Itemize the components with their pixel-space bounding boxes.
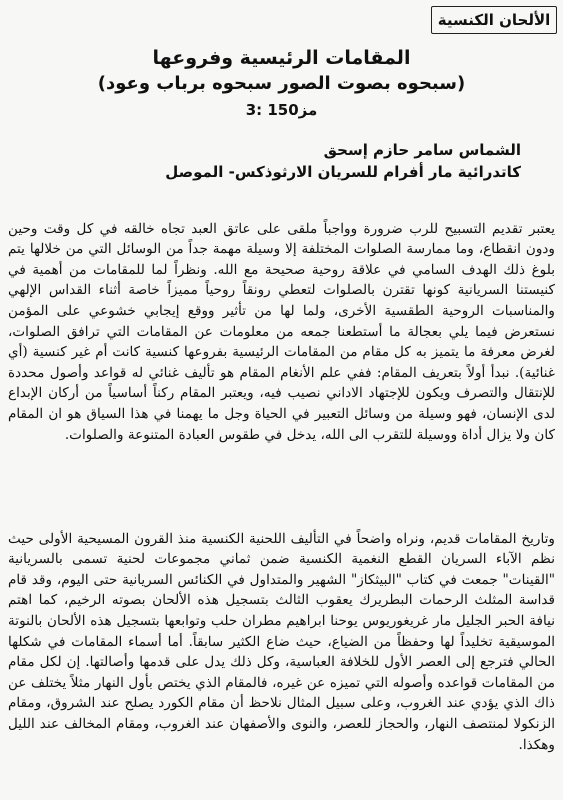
article-title: المقامات الرئيسية وفروعها bbox=[152, 47, 411, 69]
section-badge: الألحان الكنسية bbox=[431, 6, 557, 34]
scripture-reference: مز150 :3 bbox=[245, 101, 318, 119]
author-name: الشماس سامر حازم إسحق bbox=[323, 141, 521, 159]
author-affiliation: كاتدرائية مار أفرام للسريان الارثوذكس- الموصل bbox=[165, 163, 521, 181]
paragraph-1: يعتبر تقديم التسبيح للرب ضرورة وواجباً ملقى على عاتق العبد تجاه خالقه في كل وقت وحين ودون انقطاع، وما ممارسة الصلوات المختلفة إلا وسيلة مهمة جداً من الوسائل التي من خلالها يتم بلوغ ذلك الهدف السامي في علاقة روحية صحيحة مع الله. ونظراً لما للمقامات من أهمية في كنيستنا السريانية كونها تقترن بالصلوات لتعطي رونقاً روحياً مميزاً خاصة أثناء القداس الإلهي والمناسبات الروحية الطقسية الأخرى، ولما لها من تأثير ووقع إيجابي خشوعي على المؤمن نستعرض فيما يلي بعجالة ما أستطعنا جمعه من معلومات عن المقامات التي ترافق الصلوات، لغرض معرفة ما يتميز به كل مقام من المقامات الرئيسية بفروعها كنسية كانت أم غير كنسية (أي غنائية). نبدأ أولاً بتعريف المقام: ففي علم الأنغام المقام هو تأليف غنائي له قواعد وأصول محددة للإنتقال والتصرف ويكون للإجتهاد الاداني نصيب فيه، ويعتبر المقام ركناً أساسياً من أركان الإبداع لدى الإنسان، فهو وسيلة من وسائل التعبير في الحياة وجل ما يهمنا في هذا السياق هو ان المقام كان ولا يزال أداة ووسيلة للتقرب الى الله، يدخل في طقوس العبادة المتنوعة والصلوات. bbox=[8, 220, 555, 443]
article-subtitle: (سبحوه بصوت الصور سبحوه برباب وعود) bbox=[97, 73, 466, 94]
paragraph-2: وتاريخ المقامات قديم، ونراه واضحاً في التأليف اللحنية الكنسية منذ القرون المسيحية الأولى حيث نظم الآباء السريان القطع النغمية الكنسية ضمن ثماني مجموعات لحنية تسمى بالسريانية "القينات" جمعت في كتاب "البيثكاز" الشهير والمتداول في الكنائس السريانية حتى اليوم، وقد قام قداسة المثلث الرحمات البطريرك يعقوب الثالث بتسجيل هذه الألحان بصوته الرخيم، كما اهتم نيافة الحبر الجليل مار غريغوريوس يوحنا ابراهيم مطران حلب وتوابعها بتسجيل هذه الألحان بالنوتة الموسيقية تخليداً لها وحفظاً من الضياع، حيث ضاع الكثير سابقاً. أما أسماء المقامات في شكلها الحالي فترجع إلى العصر الأول للخلافة العباسية، وكل ذلك يدل على قدمها وأصالتها. إن لكل مقام من المقامات قواعده وأصوله التي تميزه عن غيره، فالمقام الذي يختص بأول النهار مثلاً يختلف عن ذاك الذي يؤدي عند الغروب، وعلى سبيل المثال نلاحظ أن مقام الكورد يصلح عند الشروق، ومقام الزنكولا لمنتصف النهار، والحجاز للعصر، والنوى والأصفهان عند الغروب، ومقام المخالف عند الليل وهكذا. bbox=[8, 530, 555, 753]
